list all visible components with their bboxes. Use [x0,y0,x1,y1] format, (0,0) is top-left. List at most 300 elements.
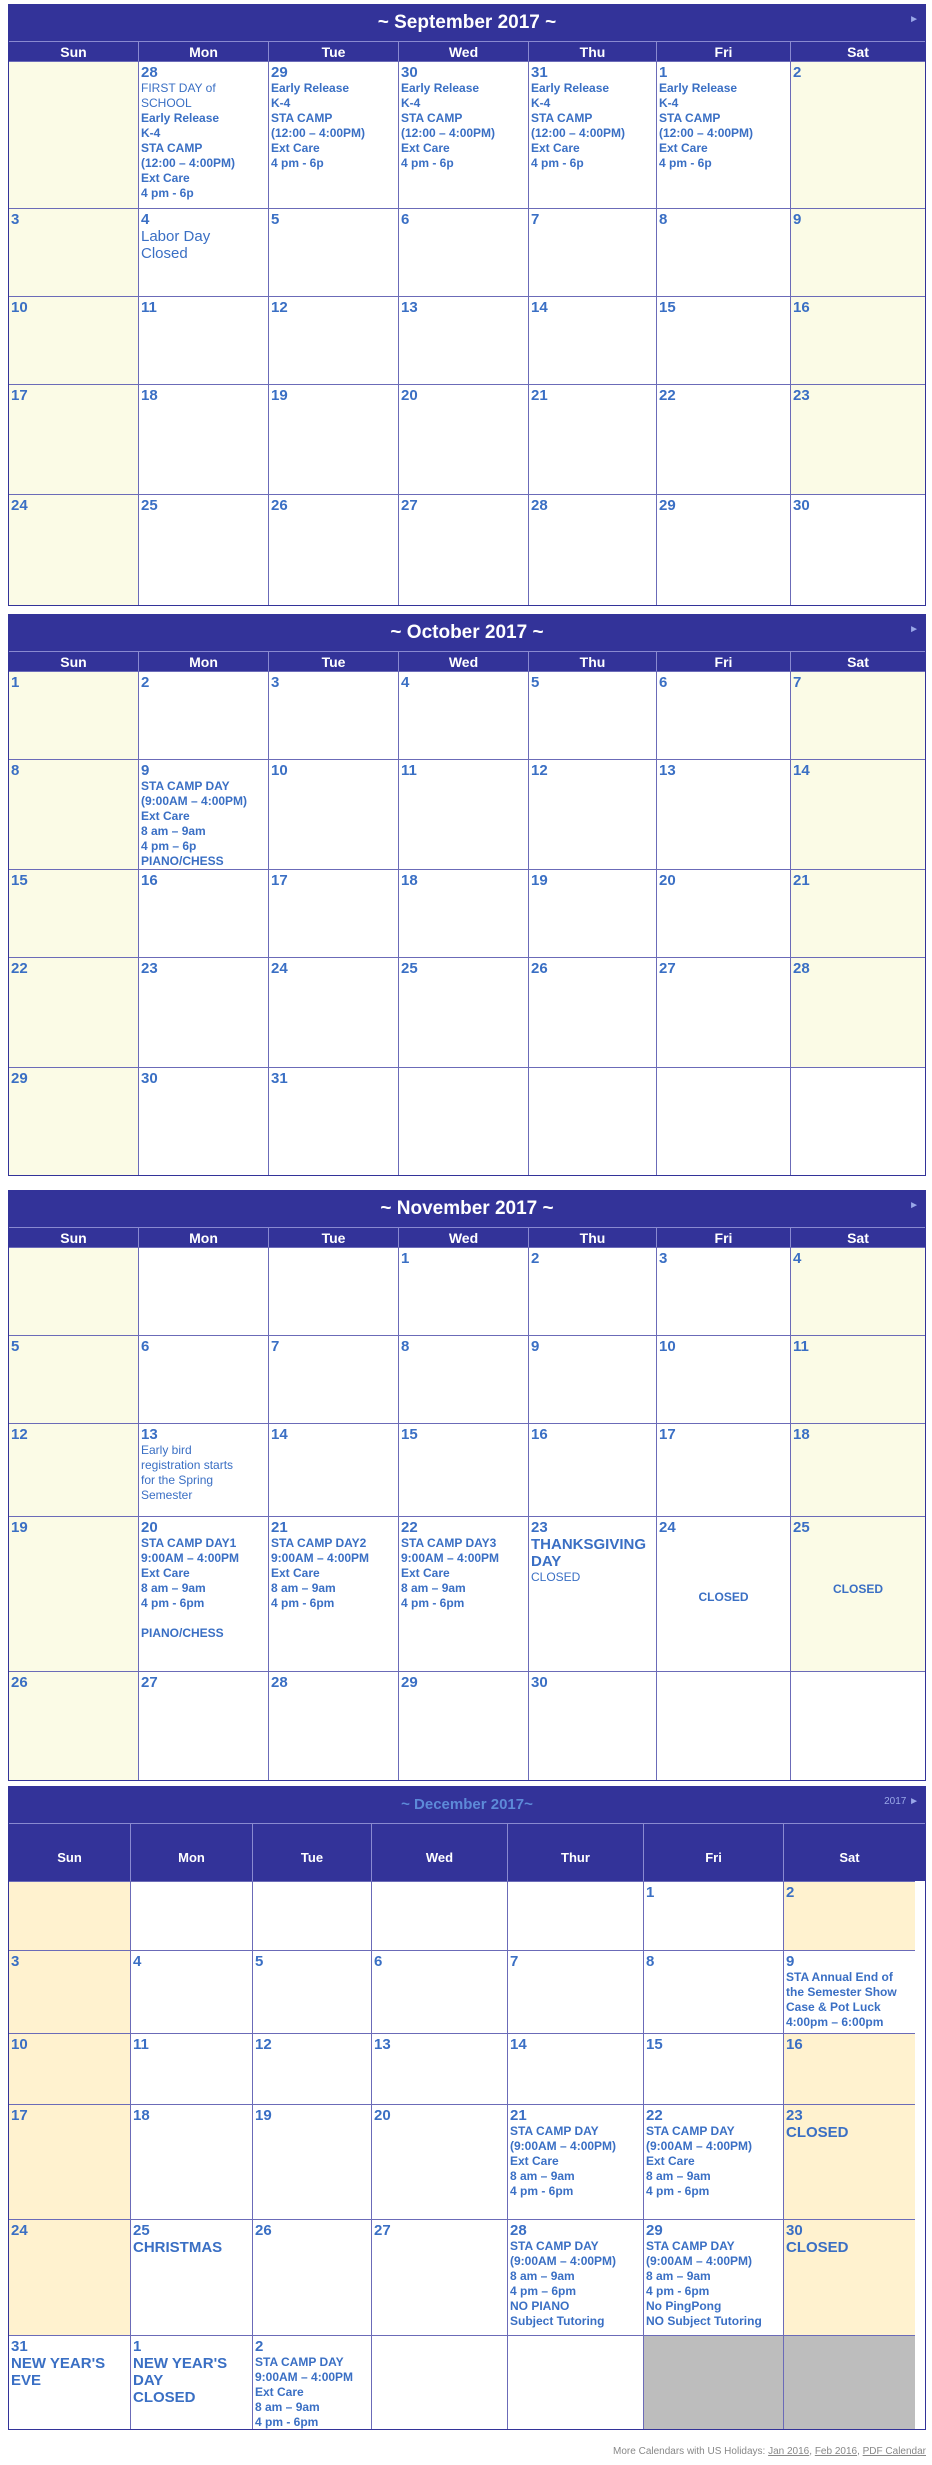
day-number: 30 [401,64,418,81]
empty-day-cell[interactable] [139,1247,269,1335]
day-cell-15[interactable] [399,1423,529,1516]
day-number: 14 [793,762,810,779]
day-number: 2 [141,674,150,691]
day-cell-20[interactable] [399,384,529,494]
empty-day-cell[interactable] [644,2335,784,2429]
day-cell-19[interactable] [253,2104,372,2219]
day-cell-29[interactable] [9,1067,139,1175]
day-cell-5[interactable] [9,1335,139,1423]
day-number: 16 [531,1426,548,1443]
next-month-icon[interactable]: 2017 ► [884,1796,919,1807]
day-cell-26[interactable] [253,2219,372,2335]
weekday-label: Tue [269,42,399,62]
day-number: 6 [141,1338,150,1355]
day-number: 31 [271,1070,288,1087]
day-number: 19 [271,387,288,404]
day-number: 28 [141,64,158,81]
day-cell-19[interactable] [9,1516,139,1671]
day-cell-18[interactable] [791,1423,925,1516]
day-cell-18[interactable] [399,869,529,957]
day-cell-14[interactable] [269,1423,399,1516]
day-cell-2[interactable] [529,1247,657,1335]
day-cell-21[interactable] [508,2104,644,2219]
day-cell-14[interactable] [529,296,657,384]
weekday-label: Thu [529,652,657,672]
day-cell-30[interactable] [399,61,529,208]
day-cell-15[interactable] [9,869,139,957]
day-cell-4[interactable] [139,208,269,296]
day-number: 26 [271,497,288,514]
day-number: 21 [510,2107,527,2124]
day-number: 14 [271,1426,288,1443]
weekday-label: Wed [399,1228,529,1248]
day-number: 30 [786,2222,803,2239]
day-cell-25[interactable] [131,2219,253,2335]
day-number: 25 [141,497,158,514]
month-title-text: ~ October 2017 ~ [390,622,544,643]
day-number: 13 [141,1426,158,1443]
month-title [9,1191,925,1227]
month-title-text: ~ September 2017 ~ [377,12,557,33]
day-cell-16[interactable] [529,1423,657,1516]
day-number: 8 [11,762,20,779]
day-number: 22 [11,960,28,977]
day-number: 9 [141,762,150,779]
day-cell-13[interactable] [657,759,791,869]
day-cell-30[interactable] [784,2219,915,2335]
day-cell-27[interactable] [657,957,791,1067]
day-number: 12 [255,2036,272,2053]
day-number: 29 [401,1674,418,1691]
day-number: 14 [510,2036,527,2053]
day-cell-3[interactable] [269,671,399,759]
day-cell-29[interactable] [269,61,399,208]
day-cell-12[interactable] [253,2033,372,2104]
day-number: 11 [793,1338,809,1355]
day-cell-18[interactable] [139,384,269,494]
day-cell-23[interactable] [791,384,925,494]
day-number: 3 [11,211,20,228]
day-cell-9[interactable] [139,759,269,869]
day-number: 26 [255,2222,272,2239]
day-number: 12 [11,1426,28,1443]
day-number: 17 [271,872,288,889]
day-cell-12[interactable] [9,1423,139,1516]
day-cell-19[interactable] [529,869,657,957]
day-cell-7[interactable] [529,208,657,296]
day-cell-31[interactable] [269,1067,399,1175]
empty-day-cell[interactable] [372,2335,508,2429]
day-cell-28[interactable] [508,2219,644,2335]
day-cell-22[interactable] [9,957,139,1067]
event-text: NEW YEAR'S DAY CLOSED [133,2355,228,2406]
day-number: 23 [786,2107,803,2124]
day-number: 28 [271,1674,288,1691]
day-number: 28 [510,2222,527,2239]
footer-link-jan[interactable]: Jan 2016 [768,2446,810,2457]
day-number: 17 [11,387,28,404]
day-number: 8 [659,211,668,228]
empty-day-cell[interactable] [269,1247,399,1335]
weekday-label: Mon [139,652,269,672]
day-number: 20 [374,2107,391,2124]
day-number: 5 [271,211,280,228]
event-text: STA CAMP DAY3 9:00AM – 4:00PM Ext Care 8 am – 9am 4 pm - 6pm [401,1536,500,1610]
day-cell-24[interactable] [9,2219,131,2335]
event-text: CLOSED [531,1570,581,1584]
day-number: 30 [793,497,810,514]
empty-day-cell[interactable] [657,1671,791,1780]
day-cell-5[interactable] [253,1950,372,2033]
day-cell-13[interactable] [139,1423,269,1516]
event-text: NEW YEAR'S EVE [11,2355,106,2389]
day-cell-29[interactable] [399,1671,529,1780]
day-cell-11[interactable] [131,2033,253,2104]
day-cell-22[interactable] [644,2104,784,2219]
day-number: 29 [646,2222,663,2239]
day-cell-14[interactable] [791,759,925,869]
event-text: Early Release K-4 STA CAMP (12:00 – 4:00PM) Ext Care 4 pm - 6p [401,81,496,170]
day-number: 13 [401,299,418,316]
weekday-label: Tue [253,1824,372,1892]
day-cell-2[interactable] [791,61,925,208]
day-number: 21 [531,387,548,404]
day-cell-25[interactable] [791,1516,925,1671]
day-cell-26[interactable] [9,1671,139,1780]
day-cell-10[interactable] [269,759,399,869]
day-number: 11 [401,762,417,779]
day-cell-3[interactable] [9,208,139,296]
day-number: 4 [401,674,410,691]
day-cell-18[interactable] [131,2104,253,2219]
day-number: 2 [531,1250,540,1267]
day-number: 11 [133,2036,149,2053]
day-number: 29 [11,1070,28,1087]
day-cell-6[interactable] [657,671,791,759]
day-cell-8[interactable] [657,208,791,296]
weekday-label: Sat [847,1230,869,1246]
day-cell-17[interactable] [9,2104,131,2219]
event-text: Early Release K-4 STA CAMP (12:00 – 4:00PM) Ext Care 4 pm - 6p [659,81,754,170]
day-cell-9[interactable] [529,1335,657,1423]
event-text: THANKSGIVING DAY [531,1536,647,1570]
day-cell-16[interactable] [784,2033,915,2104]
footer-link-feb[interactable]: Feb 2016 [814,2446,858,2457]
event-text: STA CAMP DAY (9:00AM – 4:00PM) Ext Care 8 am – 9am 4 pm – 6p PIANO/CHESS [141,779,248,868]
day-cell-1[interactable] [9,671,139,759]
next-month-icon[interactable]: ► [909,14,919,25]
day-number: 6 [401,211,410,228]
day-cell-16[interactable] [139,869,269,957]
empty-day-cell[interactable] [791,1067,925,1175]
day-number: 15 [11,872,28,889]
weekday-label: Thur [508,1824,644,1892]
day-number: 18 [401,872,418,889]
day-cell-2[interactable] [784,1881,915,1950]
empty-day-cell[interactable] [508,1881,644,1950]
calendar-december [8,1786,926,2430]
day-cell-1[interactable] [657,61,791,208]
day-number: 23 [793,387,810,404]
day-cell-3[interactable] [9,1950,131,2033]
day-cell-23[interactable] [529,1516,657,1671]
day-number: 21 [271,1519,288,1536]
month-grid [9,671,925,1175]
day-number: 8 [401,1338,410,1355]
weekday-label: Tue [269,1228,399,1248]
day-cell-22[interactable] [399,1516,529,1671]
day-cell-15[interactable] [644,2033,784,2104]
day-number: 5 [11,1338,20,1355]
day-cell-27[interactable] [399,494,529,605]
day-cell-30[interactable] [529,1671,657,1780]
day-cell-10[interactable] [657,1335,791,1423]
weekday-header [9,1227,925,1247]
empty-day-cell[interactable] [508,2335,644,2429]
day-number: 2 [255,2338,264,2355]
empty-day-cell[interactable] [253,1881,372,1950]
day-cell-31[interactable] [529,61,657,208]
day-cell-21[interactable] [529,384,657,494]
day-number: 28 [531,497,548,514]
event-text: CLOSED [786,2239,849,2256]
day-cell-31[interactable] [9,2335,131,2429]
empty-day-cell[interactable] [657,1067,791,1175]
day-cell-20[interactable] [372,2104,508,2219]
event-text: CLOSED [698,1590,749,1604]
day-cell-11[interactable] [791,1335,925,1423]
day-number: 15 [646,2036,663,2053]
day-number: 18 [133,2107,150,2124]
day-cell-9[interactable] [784,1950,915,2033]
day-number: 3 [659,1250,668,1267]
day-number: 6 [374,1953,383,1970]
day-cell-9[interactable] [791,208,925,296]
day-cell-5[interactable] [269,208,399,296]
day-cell-25[interactable] [139,494,269,605]
day-cell-20[interactable] [657,869,791,957]
day-cell-19[interactable] [269,384,399,494]
month-grid [9,1881,925,2429]
day-number: 29 [659,497,676,514]
weekday-label: Mon [139,1228,269,1248]
day-cell-7[interactable] [791,671,925,759]
month-title [9,1787,925,1823]
calendar-november [8,1190,926,1781]
day-number: 7 [793,674,802,691]
day-cell-6[interactable] [139,1335,269,1423]
empty-day-cell[interactable] [791,1671,925,1780]
day-cell-13[interactable] [372,2033,508,2104]
empty-day-cell[interactable] [372,1881,508,1950]
empty-day-cell[interactable] [9,1247,139,1335]
day-cell-4[interactable] [399,671,529,759]
weekday-label: Tue [269,652,399,672]
day-cell-13[interactable] [399,296,529,384]
day-number: 25 [133,2222,150,2239]
day-number: 1 [659,64,668,81]
weekday-header [9,1823,925,1881]
day-number: 10 [11,299,28,316]
day-number: 19 [11,1519,28,1536]
event-text: Early Release K-4 STA CAMP (12:00 – 4:00PM) Ext Care 4 pm - 6p [271,81,366,170]
weekday-label: Thu [529,1228,657,1248]
event-text: CLOSED [832,1582,883,1596]
day-cell-6[interactable] [399,208,529,296]
day-cell-11[interactable] [399,759,529,869]
day-cell-27[interactable] [139,1671,269,1780]
weekday-label: Fri [657,652,791,672]
day-cell-15[interactable] [657,296,791,384]
day-cell-3[interactable] [657,1247,791,1335]
day-number: 22 [646,2107,663,2124]
day-cell-29[interactable] [644,2219,784,2335]
day-cell-28[interactable] [791,957,925,1067]
day-number: 22 [659,387,676,404]
next-month-icon[interactable]: ► [909,624,919,635]
day-cell-23[interactable] [784,2104,915,2219]
empty-day-cell[interactable] [529,1067,657,1175]
event-text: Early Release K-4 STA CAMP (12:00 – 4:00PM) Ext Care 4 pm - 6p [141,111,236,200]
month-title-text: ~ November 2017 ~ [380,1198,554,1219]
day-cell-10[interactable] [9,2033,131,2104]
day-cell-22[interactable] [657,384,791,494]
empty-day-cell[interactable] [9,61,139,208]
event-text: STA Annual End of the Semester Show Case & Pot Luck 4:00pm – 6:00pm [786,1970,897,2029]
footer-link-pdf[interactable]: PDF Calendar [862,2446,926,2457]
day-cell-7[interactable] [508,1950,644,2033]
day-cell-23[interactable] [139,957,269,1067]
day-number: 10 [271,762,288,779]
day-cell-1[interactable] [399,1247,529,1335]
day-cell-17[interactable] [9,384,139,494]
month-title [9,615,925,651]
day-cell-2[interactable] [253,2335,372,2429]
month-grid [9,61,925,605]
day-cell-11[interactable] [139,296,269,384]
day-number: 5 [255,1953,264,1970]
weekday-label: Fri [657,1228,791,1248]
day-cell-28[interactable] [269,1671,399,1780]
event-text: STA CAMP DAY 9:00AM – 4:00PM Ext Care 8 am – 9am 4 pm - 6pm [255,2355,354,2429]
day-cell-17[interactable] [269,869,399,957]
day-cell-25[interactable] [399,957,529,1067]
event-text: STA CAMP DAY1 9:00AM – 4:00PM Ext Care 8 am – 9am 4 pm - 6pm PIANO/CHESS [141,1536,240,1640]
day-cell-21[interactable] [269,1516,399,1671]
day-number: 12 [531,762,548,779]
day-cell-2[interactable] [139,671,269,759]
day-cell-8[interactable] [644,1950,784,2033]
day-cell-28[interactable] [139,61,269,208]
day-number: 18 [793,1426,810,1443]
day-number: 3 [271,674,280,691]
day-cell-12[interactable] [529,759,657,869]
day-cell-26[interactable] [529,957,657,1067]
day-cell-1[interactable] [131,2335,253,2429]
day-number: 14 [531,299,548,316]
day-cell-7[interactable] [269,1335,399,1423]
event-text: Labor Day Closed [141,228,211,262]
empty-day-cell[interactable] [131,1881,253,1950]
day-cell-24[interactable] [657,1516,791,1671]
day-cell-14[interactable] [508,2033,644,2104]
day-number: 19 [531,872,548,889]
day-cell-17[interactable] [657,1423,791,1516]
day-cell-6[interactable] [372,1950,508,2033]
day-number: 26 [11,1674,28,1691]
day-number: 2 [793,64,802,81]
day-number: 23 [531,1519,548,1536]
next-month-icon[interactable]: ► [909,1200,919,1211]
day-cell-4[interactable] [791,1247,925,1335]
day-cell-1[interactable] [644,1881,784,1950]
day-cell-26[interactable] [269,494,399,605]
footer-links: More Calendars with US Holidays: Jan 2016, Feb 2016, PDF Calendar [613,2446,926,2457]
day-cell-10[interactable] [9,296,139,384]
day-number: 15 [401,1426,418,1443]
weekday-label: Sun [9,1228,139,1248]
day-cell-24[interactable] [269,957,399,1067]
event-text: STA CAMP DAY (9:00AM – 4:00PM) Ext Care 8 am – 9am 4 pm - 6pm [646,2124,753,2198]
event-text: CHRISTMAS [133,2239,223,2256]
day-number: 27 [374,2222,391,2239]
day-number: 24 [11,497,28,514]
event-text: STA CAMP DAY (9:00AM – 4:00PM) 8 am – 9am 4 pm - 6pm No PingPong NO Subject Tutoring [646,2239,762,2328]
day-cell-29[interactable] [657,494,791,605]
calendar-september [8,4,926,606]
day-cell-5[interactable] [529,671,657,759]
day-number: 31 [11,2338,28,2355]
day-number: 11 [141,299,157,316]
weekday-label: Fri [657,42,791,62]
weekday-label: Sun [9,42,139,62]
empty-day-cell[interactable] [784,2335,915,2429]
day-cell-21[interactable] [791,869,925,957]
weekday-label: Sat [847,44,869,60]
day-cell-8[interactable] [9,759,139,869]
day-number: 17 [659,1426,676,1443]
day-cell-8[interactable] [399,1335,529,1423]
day-number: 4 [133,1953,142,1970]
day-number: 16 [786,2036,803,2053]
day-number: 25 [401,960,418,977]
event-text: STA CAMP DAY2 9:00AM – 4:00PM Ext Care 8 am – 9am 4 pm - 6pm [271,1536,370,1610]
day-cell-30[interactable] [791,494,925,605]
day-cell-27[interactable] [372,2219,508,2335]
day-number: 27 [141,1674,158,1691]
weekday-label: Mon [131,1824,253,1892]
day-cell-30[interactable] [139,1067,269,1175]
day-cell-28[interactable] [529,494,657,605]
day-number: 13 [659,762,676,779]
day-number: 22 [401,1519,418,1536]
day-cell-24[interactable] [9,494,139,605]
day-number: 30 [141,1070,158,1087]
weekday-label: Sun [9,1824,131,1892]
day-cell-20[interactable] [139,1516,269,1671]
day-number: 27 [401,497,418,514]
day-number: 20 [141,1519,158,1536]
day-number: 20 [659,872,676,889]
weekday-header [9,41,925,61]
day-cell-16[interactable] [791,296,925,384]
day-cell-12[interactable] [269,296,399,384]
day-number: 7 [531,211,540,228]
day-number: 20 [401,387,418,404]
empty-day-cell[interactable] [9,1881,131,1950]
day-cell-4[interactable] [131,1950,253,2033]
empty-day-cell[interactable] [399,1067,529,1175]
